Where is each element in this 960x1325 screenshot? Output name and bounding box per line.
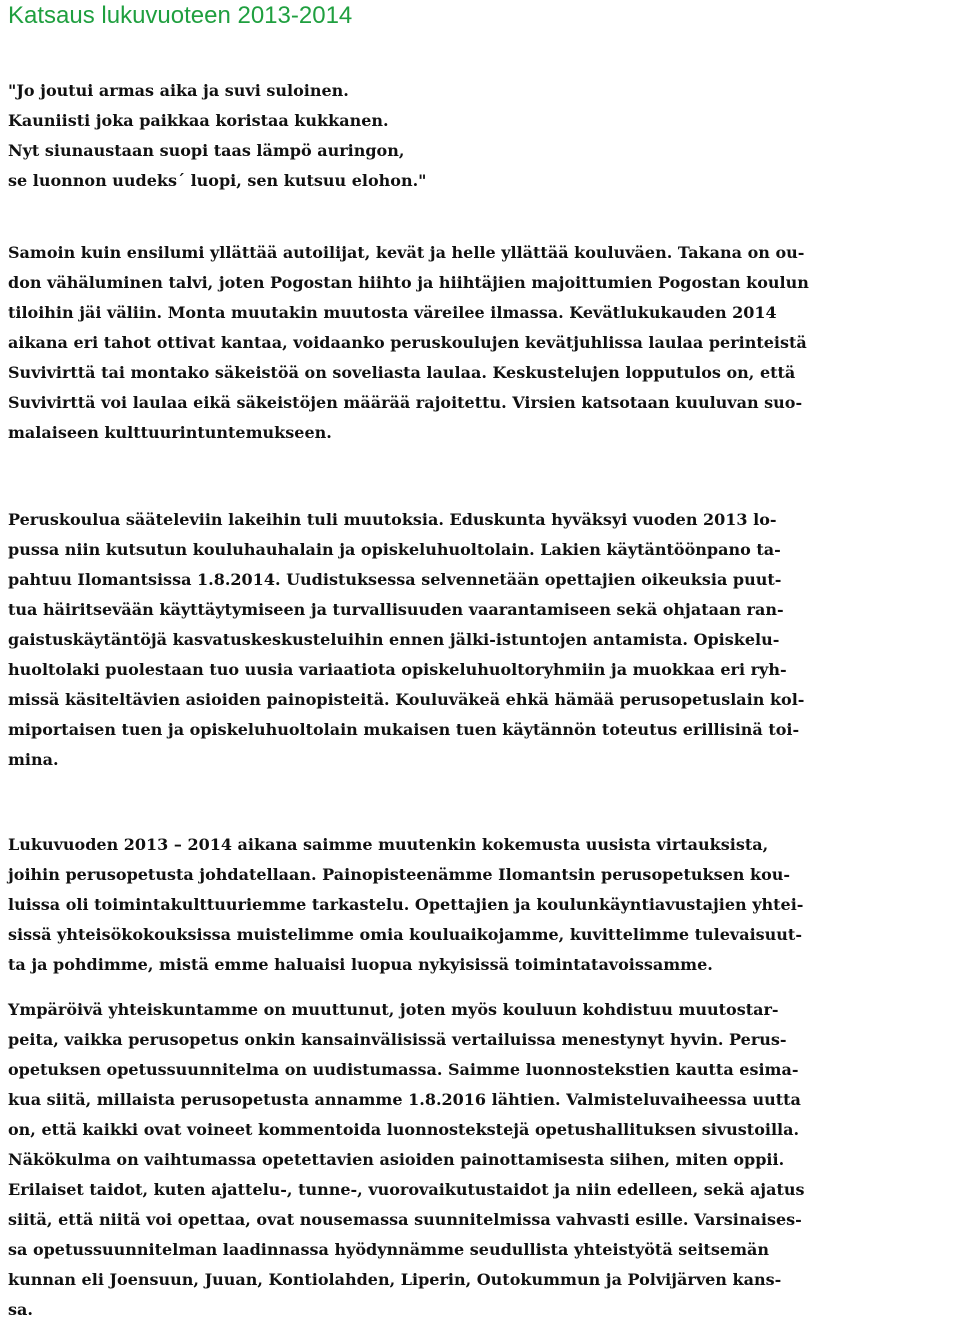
paragraph-line: tua häiritsevään käyttäytymiseen ja turvallisuuden vaarantamiseen sekä ohjataan ran- [8,600,784,619]
paragraph-line: joihin perusopetusta johdatellaan. Painopisteenämme Ilomantsin perusopetuksen kou- [8,865,791,884]
paragraph-line: peita, vaikka perusopetus onkin kansainvälisissä vertailuissa menestynyt hyvin. Perus- [8,1030,787,1049]
paragraph-line: Lukuvuoden 2013 – 2014 aikana saimme muutenkin kokemusta uusista virtauksista, [8,835,769,854]
poem-line: "Jo joutui armas aika ja suvi suloinen. [8,81,349,100]
poem-line: Kauniisti joka paikkaa koristaa kukkanen. [8,111,389,130]
paragraph-line: sa opetussuunnitelman laadinnassa hyödynnämme seudullista yhteistyötä seitsemän [8,1240,770,1259]
paragraph-line: siitä, että niitä voi opettaa, ovat nousemassa suunnitelmissa vahvasti esille. Varsinaises- [8,1210,802,1229]
paragraph-line: mina. [8,750,59,769]
poem-line: se luonnon uudeks´ luopi, sen kutsuu elohon." [8,171,427,190]
paragraph-line: sissä yhteisökokouksissa muistelimme omia kouluaikojamme, kuvittelimme tulevaisuut- [8,925,802,944]
paragraph-line: Suvivirttä voi laulaa eikä säkeistöjen määrää rajoitettu. Virsien katsotaan kuuluvan suo- [8,393,803,412]
paragraph-line: missä käsiteltävien asioiden painopisteitä. Kouluväkeä ehkä hämää perusopetuslain kol- [8,690,805,709]
paragraph-line: tiloihin jäi väliin. Monta muutakin muutosta väreilee ilmassa. Kevätlukukauden 2014 [8,303,777,322]
paragraph-line: pussa niin kutsutun kouluhauhalain ja opiskeluhuoltolain. Lakien käytäntöönpano ta- [8,540,781,559]
paragraph-line: don vähäluminen talvi, joten Pogostan hiihto ja hiihtäjien majoittumien Pogostan koulun [8,273,809,292]
paragraph-toimintakulttuuri [8,830,952,980]
poem-line: Nyt siunaustaan suopi taas lämpö auringon, [8,141,405,160]
paragraph-line: Erilaiset taidot, kuten ajattelu-, tunne-, vuorovaikutustaidot ja niin edelleen, sekä ajatus [8,1180,805,1199]
paragraph-line: sa. [8,1300,33,1319]
paragraph-line: Ympäröivä yhteiskuntamme on muuttunut, joten myös kouluun kohdistuu muutostar- [8,1000,779,1019]
paragraph-line: aikana eri tahot ottivat kantaa, voidaanko peruskoulujen kevätjuhlissa laulaa perinteistä [8,333,807,352]
paragraph-opetussuunnitelma [8,995,952,1325]
paragraph-line: kua siitä, millaista perusopetusta annamme 1.8.2016 lähtien. Valmisteluvaiheessa uutta [8,1090,801,1109]
page-title: Katsaus lukuvuoteen 2013-2014 [8,2,353,29]
paragraph-line: opetuksen opetussuunnitelma on uudistumassa. Saimme luonnostekstien kautta esima- [8,1060,799,1079]
paragraph-line: miportaisen tuen ja opiskeluhuoltolain mukaisen tuen käytännön toteutus erillisinä toi- [8,720,800,739]
paragraph-line: pahtuu Ilomantsissa 1.8.2014. Uudistuksessa selvennetään opettajien oikeuksia puut- [8,570,782,589]
paragraph-line: malaiseen kulttuurintuntemukseen. [8,423,332,442]
paragraph-suvivirsi [8,238,952,448]
paragraph-line: huoltolaki puolestaan tuo uusia variaatiota opiskeluhuoltoryhmiin ja muokkaa eri ryh- [8,660,787,679]
paragraph-line: Samoin kuin ensilumi yllättää autoilijat, kevät ja helle yllättää kouluväen. Takana on ou- [8,243,805,262]
paragraph-line: gaistuskäytäntöjä kasvatuskeskusteluihin ennen jälki-istuntojen antamista. Opiskelu- [8,630,780,649]
paragraph-line: on, että kaikki ovat voineet kommentoida luonnostekstejä opetushallituksen sivustoilla. [8,1120,800,1139]
paragraph-line: ta ja pohdimme, mistä emme haluaisi luopua nykyisissä toimintatavoissamme. [8,955,713,974]
paragraph-line: Suvivirttä tai montako säkeistöä on soveliasta laulaa. Keskustelujen lopputulos on, että [8,363,796,382]
paragraph-line: Peruskoulua sääteleviin lakeihin tuli muutoksia. Eduskunta hyväksyi vuoden 2013 lo- [8,510,777,529]
paragraph-line: Näkökulma on vaihtumassa opetettavien asioiden painottamisesta siihen, miten oppii. [8,1150,785,1169]
paragraph-lakimuutokset [8,505,952,775]
paragraph-line: kunnan eli Joensuun, Juuan, Kontiolahden, Liperin, Outokummun ja Polvijärven kans- [8,1270,782,1289]
paragraph-line: luissa oli toimintakulttuuriemme tarkastelu. Opettajien ja koulunkäyntiavustajien yhtei- [8,895,804,914]
poem-quote [8,76,952,196]
